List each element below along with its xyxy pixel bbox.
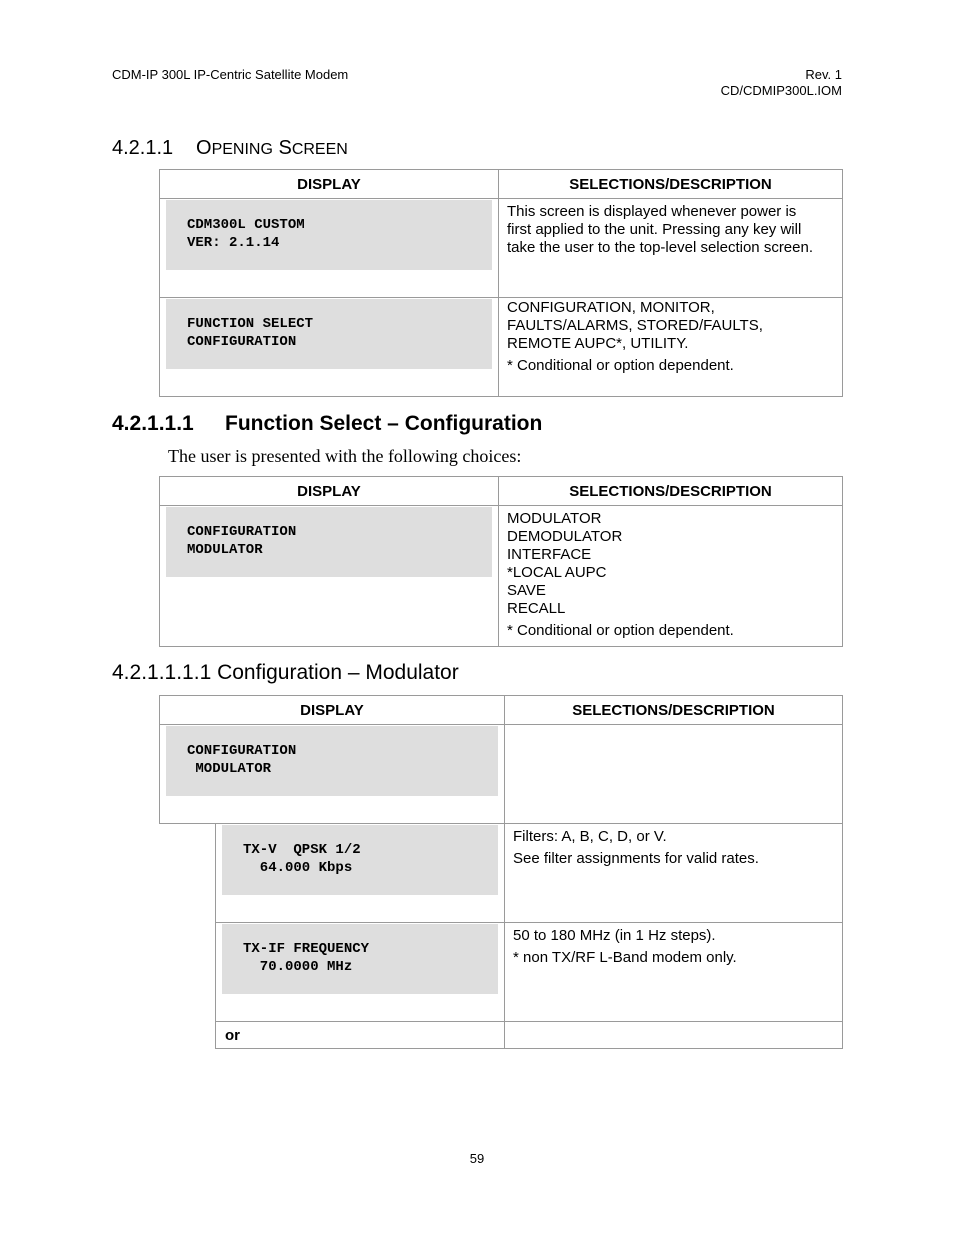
description-line: 50 to 180 MHz (in 1 Hz steps). <box>513 927 716 944</box>
description-cell <box>505 1022 843 1049</box>
description-line: first applied to the unit. Pressing any key will <box>507 221 802 238</box>
lcd-line: 70.0000 MHz <box>243 959 353 975</box>
intro-paragraph: The user is presented with the following choices: <box>168 446 522 466</box>
page-number: 59 <box>469 1151 485 1166</box>
heading-rest: PENING <box>211 141 273 158</box>
heading-cap: S <box>278 137 292 159</box>
section-heading-opening-screen <box>112 136 348 162</box>
description-cell <box>505 824 843 923</box>
description-line: RECALL <box>507 600 566 617</box>
lcd-line: 64.000 Kbps <box>243 860 353 876</box>
section-heading-configuration-modulator: 4.2.1.1.1.1 Configuration – Modulator <box>112 661 459 684</box>
doc-header-title: CDM-IP 300L IP-Centric Satellite Modem <box>112 67 349 82</box>
lcd-line: CONFIGURATION <box>187 334 297 350</box>
display-cell <box>160 298 499 397</box>
section-number: 4.2.1.1 <box>112 137 174 159</box>
col-header-display: DISPLAY <box>160 170 499 199</box>
section-title: Function Select – Configuration <box>225 412 543 435</box>
lcd-display <box>166 507 492 577</box>
footnote: * Conditional or option dependent. <box>507 622 734 639</box>
description-line: FAULTS/ALARMS, STORED/FAULTS, <box>507 317 763 334</box>
col-header-description: SELECTIONS/DESCRIPTION <box>499 477 843 506</box>
function-select-table <box>159 476 843 647</box>
description-cell <box>499 199 843 298</box>
col-header-display: DISPLAY <box>160 696 505 725</box>
lcd-line: CONFIGURATION <box>187 743 297 759</box>
lcd-line: TX-IF FREQUENCY <box>243 941 370 957</box>
description-line: This screen is displayed whenever power is <box>507 203 797 220</box>
lcd-line: CONFIGURATION <box>187 524 297 540</box>
description-line: DEMODULATOR <box>507 528 623 545</box>
lcd-display <box>222 825 498 895</box>
description-line: CONFIGURATION, MONITOR, <box>507 299 715 316</box>
or-label: or <box>225 1026 240 1044</box>
lcd-line: MODULATOR <box>187 542 263 558</box>
description-line: SAVE <box>507 582 546 599</box>
description-line: Filters: A, B, C, D, or V. <box>513 828 667 845</box>
lcd-display <box>222 924 498 994</box>
doc-header-docid: CD/CDMIP300L.IOM <box>720 83 842 98</box>
configuration-modulator-table <box>159 695 843 824</box>
display-cell <box>216 824 505 923</box>
description-line: REMOTE AUPC*, UTILITY. <box>507 335 689 352</box>
section-heading-function-select <box>112 412 542 436</box>
display-cell <box>160 199 499 298</box>
footnote: * Conditional or option dependent. <box>507 357 734 374</box>
lcd-display <box>166 726 498 796</box>
lcd-line: TX-V QPSK 1/2 <box>243 842 361 858</box>
description-cell <box>499 506 843 647</box>
lcd-line: VER: 2.1.14 <box>187 235 280 251</box>
description-line: INTERFACE <box>507 546 592 563</box>
description-note: See filter assignments for valid rates. <box>513 850 759 867</box>
lcd-display <box>166 299 492 369</box>
display-cell <box>160 506 499 647</box>
description-line: *LOCAL AUPC <box>507 564 607 581</box>
description-cell <box>499 298 843 397</box>
description-cell <box>505 725 843 824</box>
lcd-line: CDM300L CUSTOM <box>187 217 305 233</box>
heading-rest: CREEN <box>291 141 348 158</box>
col-header-display: DISPLAY <box>160 477 499 506</box>
lcd-line: FUNCTION SELECT <box>187 316 314 332</box>
description-line: MODULATOR <box>507 510 602 527</box>
col-header-description: SELECTIONS/DESCRIPTION <box>505 696 843 725</box>
lcd-line: MODULATOR <box>187 761 272 777</box>
description-cell <box>505 923 843 1022</box>
col-header-description: SELECTIONS/DESCRIPTION <box>499 170 843 199</box>
section-number: 4.2.1.1.1 <box>112 412 194 435</box>
modulator-subitems-table <box>215 823 843 1049</box>
display-cell <box>216 923 505 1022</box>
lcd-display <box>166 200 492 270</box>
description-line: take the user to the top-level selection screen. <box>507 239 814 256</box>
opening-screen-table <box>159 169 843 397</box>
or-cell <box>216 1022 505 1049</box>
footnote: * non TX/RF L-Band modem only. <box>513 949 737 966</box>
heading-cap: O <box>196 137 212 159</box>
display-cell <box>160 725 505 824</box>
doc-header-rev: Rev. 1 <box>805 67 842 82</box>
